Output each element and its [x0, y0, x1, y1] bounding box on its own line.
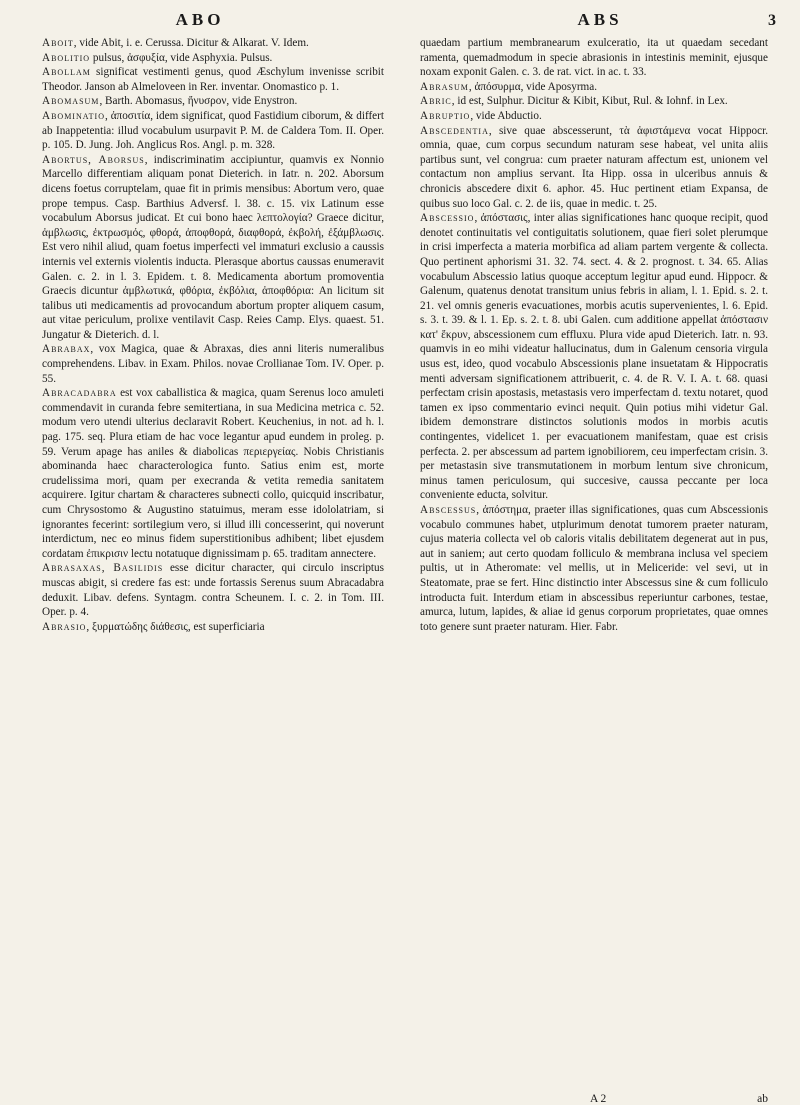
dictionary-entry: [42, 51, 384, 66]
dictionary-entry: [42, 94, 384, 109]
entry-text: , ἀπόστασις, inter alias significationes hanc quoque recipit, quod denotet continuitatis vel contiguitatis solutionem, quae fieri solet plerumque in crisi imperfecta a materia morbifica ad aliam partem vergente & collecta. Quo pertinent aphorismi 31. 32. 74. sect. 4. & 2. prognost. t. 34. 65. Alias vocabulum Abscessio latius quoque acceptum legitur apud eund. Hippocr. & Galenum, quatenus denotat transitum unius febris in aliam, l. 1. Epid. s. 2. t. 21. vel omnis generis evacuationes, morbis acutis supervenientes, l. 6. Epid. s. 3. t. 39. & l. 1. Ep. s. 2. t. 8. ubi Galen. cum additione appellat ἀπόστασιν κατ' ἔκρυν, abscessionem cum effluxu. Plura vide apud Dieterich. Iatr. n. 93. quamvis in eo mihi videatur hallucinatus, dum in Galenum censoria virgula usus est, ideo, quod vocabulo Abscessionis plane insuetatam & Hippocratis menti adversam significationem attribuerit, c. 4. de R. V. I. A. t. 68. quasi perfectam crisin apostasis, metastasis vero imperfectam d. textu notaret, quod tamen ex ipso commentario evinci nequit. Quin potius mihi videtur Gal. ibidem demonstrare distinctos solutionis modos in morbis acutis contingentes, videlicet 1. per evacuationem manifestam, quae est crisis perfecta. 2. per abscessum ad partem ignobiliorem, ceu imperfectam crisin. 3. per metastasin sive transmutationem in morbum lentum sive chronicum, minus tamen periculosum, qui succesive, caussa peccante per loca conveniente educta, solvitur.: [420, 212, 768, 502]
entry-text: , sive quae abscesserunt, τὰ ἀφιστάμενα vocat Hippocr. omnia, quae, cum corpus secundum naturam sese habeat, vel unita aliis partibus sunt, vel congrua: cum praeter naturam affectum est, unionem vel contactum non amplius servant. Ita Hipp. ossa in ulceribus annuis & chronicis abscedere dixit 6. aphor. 45. Huc pertinent etiam Expansa, de quibus suo loco Gal. c. 2. de iis, quae in medic. t. 25.: [420, 124, 768, 210]
entry-text: , vide Abductio.: [470, 109, 542, 122]
entry-lemma: Abracadabra: [42, 387, 117, 400]
dictionary-entry: [420, 211, 768, 503]
entry-text: , ξυρματώδης διάθεσις, est superficiaria: [86, 620, 265, 633]
page-number: 3: [768, 12, 776, 29]
entry-text: , vox Magica, quae & Abraxas, dies anni literis numeralibus comprehendens. Libav. in Exam. Philos. novae Crollianae Tom. IV. Oper. p. 55.: [42, 343, 384, 385]
entry-text: pulsus, ἀσφυξία, vide Asphyxia. Pulsus.: [90, 51, 273, 64]
dictionary-entry: [42, 386, 384, 561]
entry-lemma: Abominatio: [42, 109, 105, 122]
entry-lemma: Abscessus: [420, 504, 477, 516]
entry-text: , indiscriminatim accipiuntur, quamvis ex Nonnio Marcello differentiam aliquam ponat Dieterich. in Iatr. n. 202. Aborsum dicens foetus corruptelam, quae fit in primis mensibus: Abortum vero, quae prope tempus. Casp. Barthius Adversf. l. 38. c. 15. vix Latinum esse vocabulum Aborsus judicat. Et cui bono haec λεπτολογία? Graece dicitur, ἀμβλωσις, ἐκτρωσμός, φθορά, ἀποφθορά, διαφθορά, ἐκβολή, ἐξάμβλωσις. Est vero nihil aliud, quam foetus imperfecti vel immaturi exclusio a caussis internis vel externis violentis inducta. Plerasque abortus caussas enumeravit Galen. c. 2. in l. 3. Epidem. t. 8. Medicamenta abortum promoventia Graecis dicuntur ἀμβλωτικά, φθόρια, ἐκβόλια, ἀποφθόρια: An licitum sit talibus uti medicamentis ad provocandum abortum propter aliquem casum, aut vitae periculum, prolixe ventilavit Casp. Reies Camp. Elys. quaest. 51. Jungatur & Dieterich. d. l.: [42, 153, 384, 341]
dictionary-entry: [420, 124, 768, 212]
entry-lemma: Abrasio: [42, 620, 87, 633]
entry-text: est vox caballistica & magica, quam Serenus loco amuleti commendavit in curanda febre semitertiana, in sua Medicina metrica c. 52. modum vero utendi ulterius declaravit Robert. Keuchenius, in not. ad h. l. pag. 175. seq. Plura etiam de hac voce legantur apud eundem in proleg. p. 59. Verum apage has aniles & diabolicas περιεργείας. Nobis Christianis abominanda haec characterologica funto. Satius enim est, morte crudelissima mori, quam per execranda & vetita remedia sanitatem acquirere. Igitur chartam & characteres subnecti collo, quicquid inscribatur, cum Chrysostomo & Augustino statuimus, meram esse idololatriam, si ignorantes fecerint: sortilegium vero, si illud illi concesserint, qui noverunt interdictum, nec eo minus fidem superstitionibus adhibent; libet ejusdem cordatam ἐπικρισιν lectu notatuque dignissimam p. 65. traditam annectere.: [42, 387, 384, 560]
entry-lemma: Abrasaxas, Basilidis: [42, 562, 164, 575]
signature-mark: A 2: [590, 1093, 607, 1105]
dictionary-entry: [42, 65, 384, 94]
dictionary-entry: [42, 342, 384, 386]
entry-text: esse dicitur character, qui circulo inscriptus muscas abigit, si credere fas est: unde fortassis Serenus suum Abracadabra deduxit. Libav. defens. Syntagm. contra Scheunem. I. c. 2. in Tom. III. Oper. p. 4.: [42, 562, 384, 619]
entry-lemma: Abortus, Aborsus: [42, 153, 145, 166]
running-head-left: ABO: [175, 10, 225, 29]
dictionary-entry: [42, 109, 384, 153]
entry-lemma: Abolitio: [42, 51, 91, 64]
catchword: ab: [757, 1093, 768, 1105]
dictionary-entry: [42, 36, 384, 51]
left-column: [42, 36, 384, 634]
entry-text: , ἀπόσυρμα, vide Aposyrma.: [468, 80, 598, 93]
entry-text: , ἀποσιτία, idem significat, quod Fastidium ciborum, & differt ab Inappetentia: illud vocabulum usurpavit P. M. de Caldera Tom. II. Oper. p. 105. D. Jung. Joh. Anglicus Ros. Angl. p. m. 328.: [42, 109, 384, 152]
entry-text: , Barth. Abomasus, ἤνυσρον, vide Enystron.: [99, 95, 298, 108]
entry-text: , ἀπόστημα, praeter illas significationes, quas cum Abscessionis vocabulo communes habet, utplurimum denotat tumorem praeter naturam, cujus materia collecta vel ob caloris vitalis debilitatem degenerat aut in pus, aut in saniem; aut certo quodam folliculo & membrana inclusa vel speciem pultis, ut in Atheromate: vel mellis, ut in Meliceride: vel sevi, ut in Steatomate, prae se fert. Hinc distinctio inter Abscessus sine & cum folliculo introducta fuit. Interdum etiam in abscessibus reperiuntur carbones, testae, amurca, lutum, lapides, & aliae id genus corporum proprietates, quae omnes toto genere sunt praeter naturam. Hier. Fabr.: [420, 504, 768, 633]
dictionary-entry: [42, 561, 384, 619]
entry-lemma: Aboit: [42, 37, 74, 49]
entry-lemma: Abruptio: [420, 109, 471, 122]
dictionary-entry: [420, 36, 768, 80]
running-head-right: ABS: [577, 10, 623, 29]
dictionary-entry: [420, 94, 768, 109]
entry-text: significat vestimenti genus, quod Æschylum invenisse scribit Theodor. Janson ab Almeloveen in Rer. inventar. Onomastico p. 1.: [42, 66, 384, 93]
dictionary-entry: [420, 80, 768, 95]
dictionary-entry: [420, 109, 768, 124]
dictionary-entry: [42, 620, 384, 635]
entry-text: quaedam partium membranearum exulceratio, ita ut quaedam secedant ramenta, quemadmodum in specie abrasionis in intestinis meminit, ejusque noxam exponit Galen. c. 3. de rat. vict. in ac. t. 33.: [420, 37, 768, 79]
entry-lemma: Abollam: [42, 66, 91, 79]
entry-lemma: Abric: [420, 95, 452, 108]
entry-lemma: Abomasum: [42, 95, 100, 108]
dictionary-entry: [420, 503, 768, 634]
entry-lemma: Abscedentia: [420, 124, 489, 137]
entry-text: , id est, Sulphur. Dicitur & Kibit, Kibut, Rul. & Iohnf. in Lex.: [451, 95, 728, 108]
entry-lemma: Abrabax: [42, 343, 91, 356]
entry-text: , vide Abit, i. e. Cerussa. Dicitur & Alkarat. V. Idem.: [73, 37, 309, 49]
right-column: [420, 36, 768, 634]
dictionary-entry: [42, 153, 384, 343]
entry-lemma: Abscessio: [420, 212, 475, 225]
entry-lemma: Abrasum: [420, 80, 469, 93]
